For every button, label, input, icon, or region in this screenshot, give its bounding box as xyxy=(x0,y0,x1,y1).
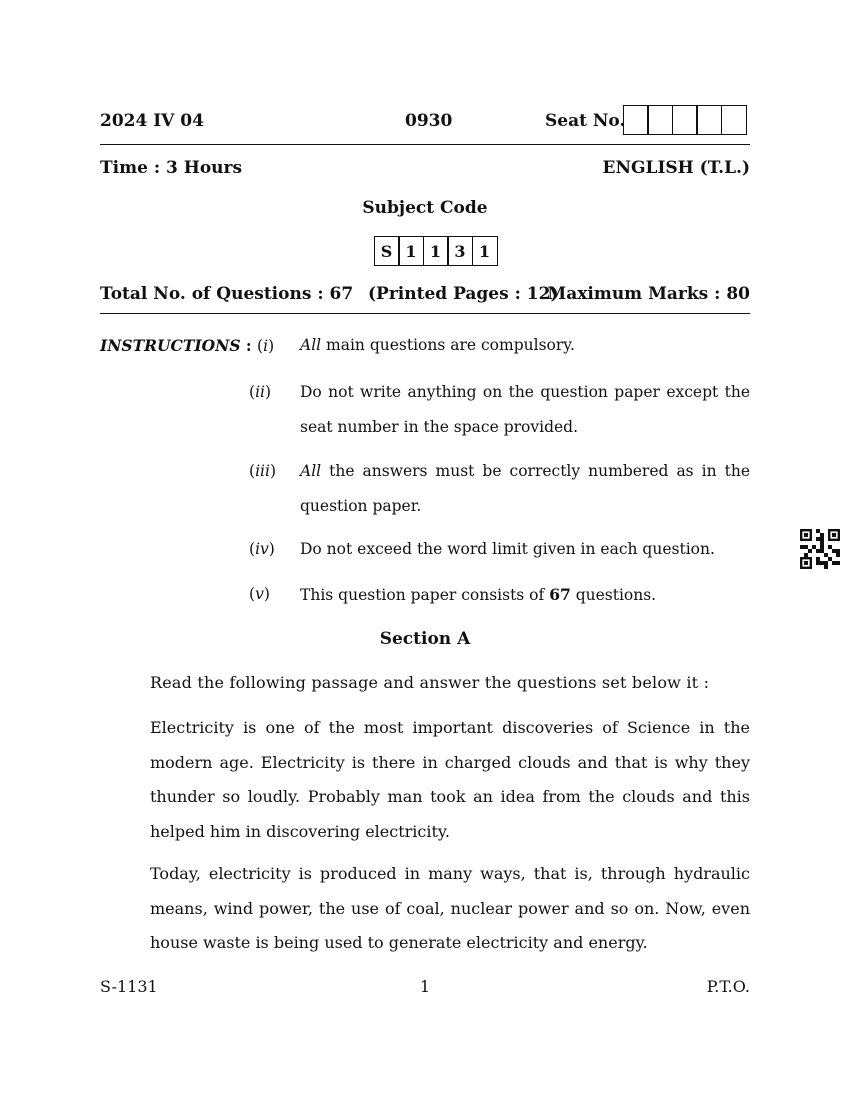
subject-title: ENGLISH (T.L.) xyxy=(602,158,750,178)
question-count: 67 xyxy=(549,585,571,604)
subject-code-char: 3 xyxy=(447,236,473,266)
instruction-number: iv xyxy=(255,540,269,558)
instruction-number: i xyxy=(263,337,269,355)
paper-code: 2024 IV 04 xyxy=(100,111,204,131)
instruction-number-3: (iii) xyxy=(249,462,276,480)
instruction-number: iii xyxy=(255,462,270,480)
time-allowed: Time : 3 Hours xyxy=(100,158,243,178)
printed-pages: (Printed Pages : 12) xyxy=(368,284,559,304)
total-questions: Total No. of Questions : 67 xyxy=(100,284,354,304)
instructions-heading: INSTRUCTIONS xyxy=(100,336,241,355)
instructions-divider xyxy=(100,313,750,314)
instruction-item-5 xyxy=(300,577,750,613)
instruction-number: v xyxy=(255,585,264,603)
instruction-number-5: (v) xyxy=(249,585,270,603)
paper-number: 0930 xyxy=(405,111,453,131)
instruction-text: main questions are compulsory. xyxy=(321,336,575,354)
maximum-marks: Maximum Marks : 80 xyxy=(547,284,750,304)
instruction-item-1 xyxy=(300,328,750,363)
subject-code-char: 1 xyxy=(423,236,449,266)
passage-paragraph-2: Today, electricity is produced in many ways, that is, through hydraulic means, wind power, the use of coal, nuclear power and so on. Now, even house waste is being used to generate electricity and energy. xyxy=(150,864,750,952)
instruction-text: questions. xyxy=(570,586,657,604)
seat-box[interactable] xyxy=(721,105,747,135)
seat-number-boxes[interactable] xyxy=(624,105,747,135)
instruction-number: ii xyxy=(255,383,265,401)
header-divider xyxy=(100,144,750,145)
instruction-text: This question paper consists of xyxy=(300,586,550,604)
instruction-emphasis: All xyxy=(300,462,322,480)
instructions-label: INSTRUCTIONS : (i) xyxy=(100,336,275,355)
seat-label: Seat No. xyxy=(545,111,626,131)
instruction-item-3 xyxy=(300,454,750,524)
seat-box[interactable] xyxy=(696,105,722,135)
passage-intro: Read the following passage and answer the questions set below it : xyxy=(150,673,710,692)
page-number: 1 xyxy=(419,977,431,996)
subject-code-char: S xyxy=(374,236,400,266)
subject-code-char: 1 xyxy=(472,236,498,266)
instruction-emphasis: All xyxy=(300,336,322,354)
instruction-number-2: (ii) xyxy=(249,383,272,401)
please-turn-over: P.T.O. xyxy=(706,977,750,996)
passage-paragraph-1: Electricity is one of the most important discoveries of Science in the modern age. Electricity is there in charged clouds and that is why they thunder so loudly. Probably man took an idea from the clouds and this helped him in discovering electricity. xyxy=(150,718,750,841)
seat-box[interactable] xyxy=(672,105,698,135)
subject-code-char: 1 xyxy=(398,236,424,266)
seat-box[interactable] xyxy=(623,105,649,135)
subject-code-label: Subject Code xyxy=(362,198,488,218)
section-title: Section A xyxy=(379,629,471,649)
instruction-text: the answers must be correctly numbered as in the question paper. xyxy=(300,462,750,515)
seat-box[interactable] xyxy=(647,105,673,135)
qr-code-icon xyxy=(800,529,840,569)
instruction-item-2: Do not write anything on the question paper except the seat number in the space provided. xyxy=(300,383,750,436)
instruction-number-4: (iv) xyxy=(249,540,275,558)
footer-code: S-1131 xyxy=(100,977,158,996)
subject-code-boxes xyxy=(375,236,498,266)
instruction-item-4: Do not exceed the word limit given in each question. xyxy=(300,540,715,558)
